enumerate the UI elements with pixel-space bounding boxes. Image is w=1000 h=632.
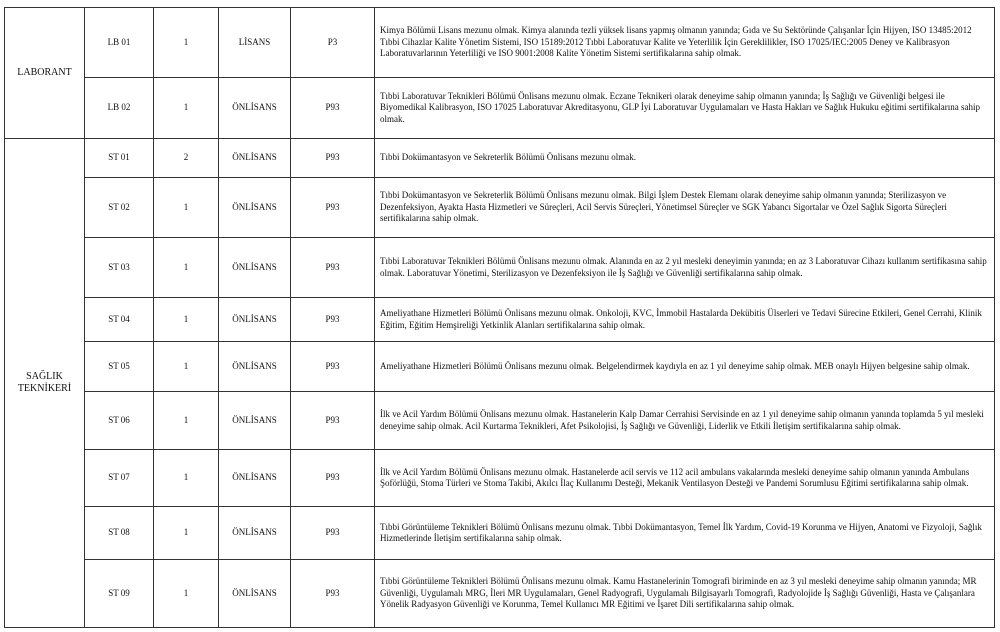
requirement-description: Kimya Bölümü Lisans mezunu olmak. Kimya alanında tezli yüksek lisans yapmış olmanın yanında; Gıda ve Su Sektöründe Çalışanlar İçin Hijyen, ISO 13485:2012 Tıbbi Cihazlar Kalite Yönetim Sistemi, ISO 15189:2012 Tıbbi Laboratuvar Kalite ve Yeterlilik İçin Gereklilikler, ISO 17025/IEC:2005 Deney ve Kalibrasyon Laboratuvarlarının Yeterliliği ve ISO 9001:2008 Kalite Yönetim Sistemi sertifikalarına sahip olmak.: [375, 8, 995, 78]
score-type: P93: [291, 450, 375, 507]
table-row: [5, 139, 995, 178]
score-type: P93: [291, 560, 375, 628]
position-code: ST 03: [85, 238, 154, 298]
position-code: ST 05: [85, 342, 154, 392]
position-count: 1: [154, 342, 219, 392]
table-row: [5, 8, 995, 78]
score-type: P93: [291, 78, 375, 139]
requirement-description: Tıbbi Laboratuvar Teknikleri Bölümü Önlisans mezunu olmak. Alanında en az 2 yıl mesleki deneyimin yanında; en az 3 Laboratuvar Cihazı kullanım sertifikasına sahip olmak. Laboratuvar Yönetimi, Sterilizasyon ve Dezenfeksiyon ile İş Sağlığı ve Güvenliği sertifikalarına sahip olmak.: [375, 238, 995, 298]
table-row: [5, 560, 995, 628]
requirement-description: Ameliyathane Hizmetleri Bölümü Önlisans mezunu olmak. Onkoloji, KVC, İmmobil Hastalarda Dekübitis Ülserleri ve Tedavi Sürecine Etkileri, Genel Cerrahi, Klinik Eğitim, Eğitim Hemşireliği Yetkinlik Alanları sertifikalarına sahip olmak.: [375, 298, 995, 342]
group-label-line-2: TEKNİKERİ: [17, 383, 72, 394]
position-code: ST 09: [85, 560, 154, 628]
position-code: ST 08: [85, 507, 154, 560]
group-label-line-1: SAĞLIK: [26, 371, 63, 382]
table-row: [5, 507, 995, 560]
position-code: LB 01: [85, 8, 154, 78]
education-level: ÖNLİSANS: [219, 178, 291, 238]
score-type: P93: [291, 507, 375, 560]
score-type: P93: [291, 298, 375, 342]
table-row: [5, 392, 995, 450]
education-level: ÖNLİSANS: [219, 392, 291, 450]
requirements-table-wrapper: [4, 7, 994, 628]
score-type: P3: [291, 8, 375, 78]
education-level: ÖNLİSANS: [219, 507, 291, 560]
education-level: LİSANS: [219, 8, 291, 78]
position-count: 1: [154, 560, 219, 628]
group-label-laborant: LABORANT: [5, 8, 85, 139]
requirement-description: Tıbbi Dokümantasyon ve Sekreterlik Bölümü Önlisans mezunu olmak. Bilgi İşlem Destek Elemanı olarak deneyime sahip olmanın yanında; Sterilizasyon ve Dezenfeksiyon, Ayakta Hasta Hizmetleri ve Süreçleri, Acil Servis Süreçleri, Yönetimsel Süreçler ve SGK Yabancı Sigortalar ve Özel Sağlık Sigorta Süreçleri sertifikalarına sahip olmak.: [375, 178, 995, 238]
position-count: 1: [154, 392, 219, 450]
requirement-description: Tıbbi Görüntüleme Teknikleri Bölümü Önlisans mezunu olmak. Kamu Hastanelerinin Tomografi biriminde en az 3 yıl mesleki deneyime sahip olmanın yanında; MR Güvenliği, Uygulamalı MRG, İleri MR Uygulamaları, Genel Radyografi, Uygulamalı Bilgisayarlı Tomografi, Radyolojide İş Sağlığı Güvenliği, Hasta ve Çalışanlara Yönelik Radyasyon Güvenliği ve Korunma, Temel Kullanıcı MR Eğitimi ve İşaret Dili sertifikalarına sahip olmak.: [375, 560, 995, 628]
position-code: ST 01: [85, 139, 154, 178]
requirement-description: Ameliyathane Hizmetleri Bölümü Önlisans mezunu olmak. Belgelendirmek kaydıyla en az 1 yıl deneyime sahip olmak. MEB onaylı Hijyen belgesine sahip olmak.: [375, 342, 995, 392]
education-level: ÖNLİSANS: [219, 298, 291, 342]
position-code: ST 04: [85, 298, 154, 342]
position-code: ST 07: [85, 450, 154, 507]
table-row: [5, 78, 995, 139]
table-row: [5, 450, 995, 507]
position-count: 1: [154, 507, 219, 560]
table-row: [5, 298, 995, 342]
education-level: ÖNLİSANS: [219, 238, 291, 298]
position-count: 1: [154, 298, 219, 342]
requirement-description: İlk ve Acil Yardım Bölümü Önlisans mezunu olmak. Hastanelerin Kalp Damar Cerrahisi Servisinde en az 1 yıl deneyime sahip olmanın yanında toplamda 5 yıl mesleki deneyime sahip olmak. Acil Kurtarma Teknikleri, Afet Psikolojisi, İş Sağlığı ve Güvenliği, Liderlik ve Etkili İletişim sertifikalarına sahip olmak.: [375, 392, 995, 450]
education-level: ÖNLİSANS: [219, 342, 291, 392]
education-level: ÖNLİSANS: [219, 139, 291, 178]
position-requirements-table: [4, 7, 995, 628]
position-count: 1: [154, 238, 219, 298]
table-row: [5, 238, 995, 298]
education-level: ÖNLİSANS: [219, 560, 291, 628]
score-type: P93: [291, 238, 375, 298]
score-type: P93: [291, 342, 375, 392]
score-type: P93: [291, 178, 375, 238]
table-row: [5, 342, 995, 392]
position-code: ST 02: [85, 178, 154, 238]
score-type: P93: [291, 392, 375, 450]
requirement-description: İlk ve Acil Yardım Bölümü Önlisans mezunu olmak. Hastanelerde acil servis ve 112 acil ambulans vakalarında mesleki deneyime sahip olmanın yanında Ambulans Şoförlüğü, Stoma Türleri ve Stoma Takibi, Akılcı İlaç Kullanımı Desteği, Mekanik Ventilasyon Desteği ve Pandemi Sorumlusu Eğitimi sertifikalarına sahip olmak.: [375, 450, 995, 507]
education-level: ÖNLİSANS: [219, 450, 291, 507]
position-count: 1: [154, 8, 219, 78]
requirement-description: Tıbbi Dokümantasyon ve Sekreterlik Bölümü Önlisans mezunu olmak.: [375, 139, 995, 178]
position-code: LB 02: [85, 78, 154, 139]
requirement-description: Tıbbi Görüntüleme Teknikleri Bölümü Önlisans mezunu olmak. Tıbbi Dokümantasyon, Temel İlk Yardım, Covid-19 Korunma ve Hijyen, Anatomi ve Fizyoloji, Sağlık Hizmetlerinde İletişim sertifikalarına sahip olmak.: [375, 507, 995, 560]
position-count: 2: [154, 139, 219, 178]
position-count: 1: [154, 450, 219, 507]
score-type: P93: [291, 139, 375, 178]
education-level: ÖNLİSANS: [219, 78, 291, 139]
position-count: 1: [154, 78, 219, 139]
position-count: 1: [154, 178, 219, 238]
table-row: [5, 178, 995, 238]
group-label-saglik-teknikeri: [5, 139, 85, 628]
position-code: ST 06: [85, 392, 154, 450]
requirement-description: Tıbbi Laboratuvar Teknikleri Bölümü Önlisans mezunu olmak. Eczane Teknikeri olarak deneyime sahip olmanın yanında; İş Sağlığı ve Güvenliği belgesi ile Biyomedikal Kalibrasyon, ISO 17025 Laboratuvar Akreditasyonu, GLP İyi Laboratuvar Uygulamaları ve Hasta Hakları ve Sağlık Hukuku eğitimi sertifikalarına sahip olmak.: [375, 78, 995, 139]
